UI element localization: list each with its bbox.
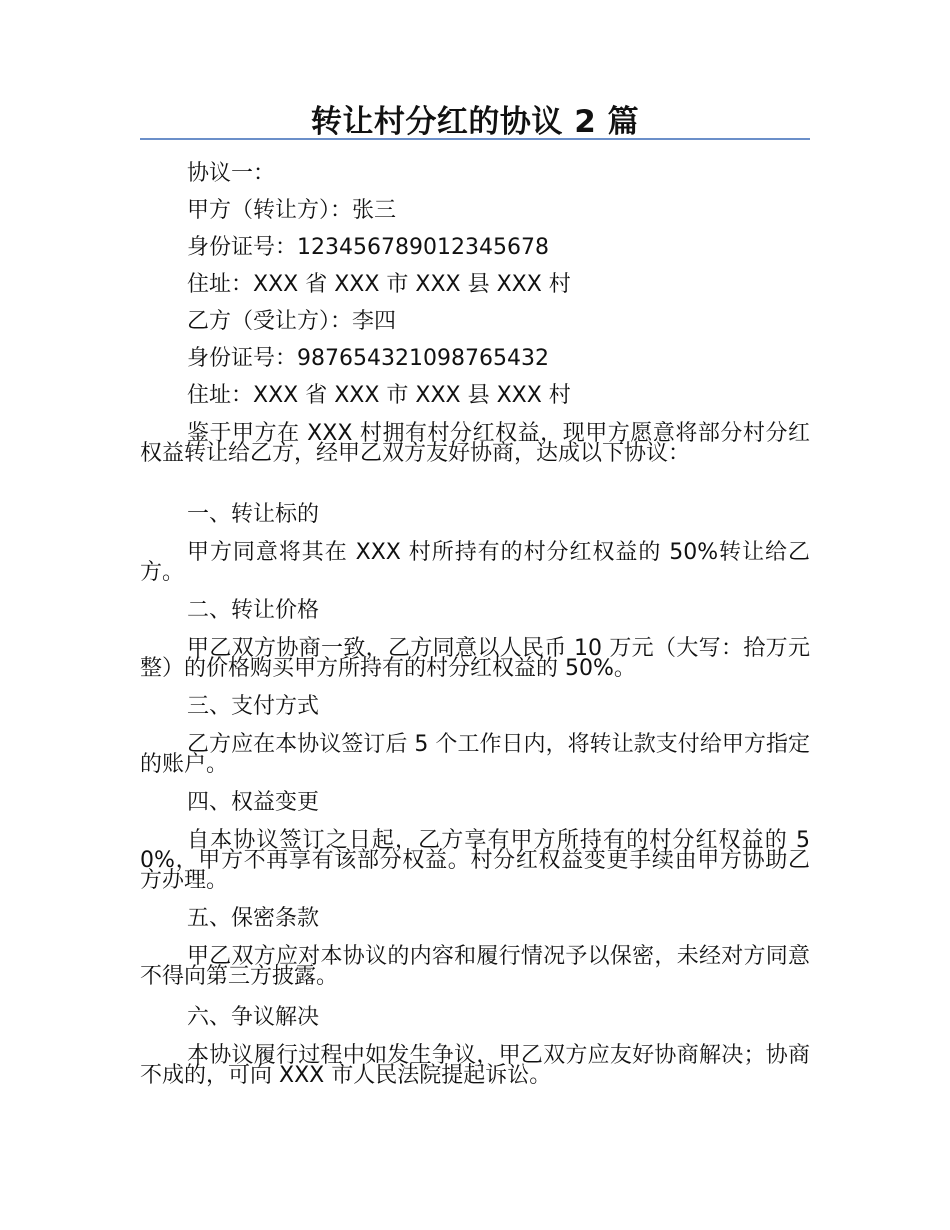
party-a-id: 身份证号：123456789012345678 bbox=[187, 235, 549, 260]
party-b-address: 住址：XXX 省 XXX 市 XXX 县 XXX 村 bbox=[187, 383, 571, 408]
section-body-5: 甲乙双方应对本协议的内容和履行情况予以保密，未经对方同意不得向第三方披露。 bbox=[140, 944, 810, 989]
section-heading-5: 五、保密条款 bbox=[187, 906, 320, 931]
section-heading-3: 三、支付方式 bbox=[187, 694, 320, 719]
section-body-4: 自本协议签订之日起，乙方享有甲方所持有的村分红权益的 50%，甲方不再享有该部分权益。村分红权益变更手续由甲方协助乙方办理。 bbox=[140, 828, 810, 893]
section-heading-6: 六、争议解决 bbox=[187, 1005, 320, 1030]
title-underline bbox=[140, 138, 810, 140]
preamble-paragraph: 鉴于甲方在 XXX 村拥有村分红权益，现甲方愿意将部分村分红权益转让给乙方，经甲乙双方友好协商，达成以下协议： bbox=[140, 421, 810, 466]
section-body-6: 本协议履行过程中如发生争议，甲乙双方应友好协商解决；协商不成的，可向 XXX 市人民法院提起诉讼。 bbox=[140, 1043, 810, 1088]
section-body-1: 甲方同意将其在 XXX 村所持有的村分红权益的 50%转让给乙方。 bbox=[140, 540, 810, 585]
section-heading-4: 四、权益变更 bbox=[187, 790, 320, 815]
agreement-label: 协议一： bbox=[187, 161, 276, 186]
section-heading-2: 二、转让价格 bbox=[187, 598, 320, 623]
section-heading-1: 一、转让标的 bbox=[187, 502, 320, 527]
party-b-name: 乙方（受让方）：李四 bbox=[187, 309, 397, 334]
section-body-2: 甲乙双方协商一致，乙方同意以人民币 10 万元（大写：拾万元整）的价格购买甲方所持有的村分红权益的 50%。 bbox=[140, 636, 810, 681]
party-a-name: 甲方（转让方）：张三 bbox=[187, 198, 397, 223]
party-a-address: 住址：XXX 省 XXX 市 XXX 县 XXX 村 bbox=[187, 272, 571, 297]
party-b-id: 身份证号：987654321098765432 bbox=[187, 346, 549, 371]
section-body-3: 乙方应在本协议签订后 5 个工作日内，将转让款支付给甲方指定的账户。 bbox=[140, 732, 810, 777]
document-title: 转让村分红的协议 2 篇 bbox=[310, 104, 640, 140]
